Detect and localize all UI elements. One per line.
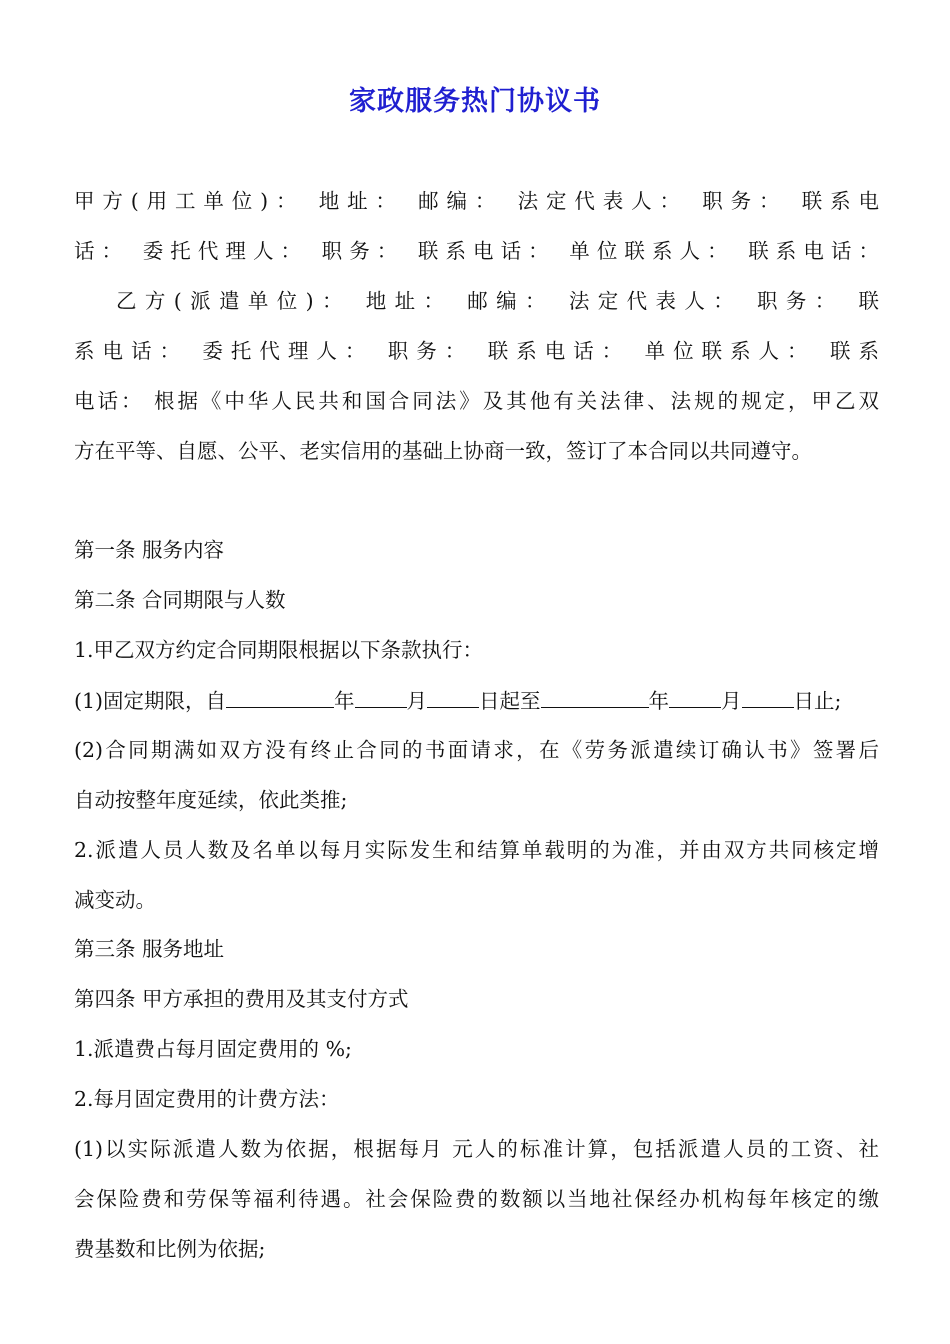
preamble-line-2: 方在平等、自愿、公平、老实信用的基础上协商一致，签订了本合同以共同遵守。 [74,439,812,463]
article-4-item-1: 1.派遣费占每月固定费用的 %; [74,1037,352,1061]
article-4-fee-line-2: 会保险费和劳保等福利待遇。社会保险费的数额以当地社保经办机构每年核定的缴 [74,1187,879,1211]
end-day-label: 日止; [793,689,842,713]
end-year-blank [541,685,649,708]
article-3-heading: 第三条 服务地址 [74,937,225,961]
article-2-item-1: 1.甲乙双方约定合同期限根据以下条款执行： [74,638,484,662]
party-b-line-1: 乙方(派遣单位)： 地址： 邮编： 法定代表人： 职务： 联 [116,289,879,313]
article-2-renewal-line-1: (2)合同期满如双方没有终止合同的书面请求，在《劳务派遣续订确认书》签署后 [74,738,879,762]
end-month-blank [669,685,721,708]
article-4-fee-line-3: 费基数和比例为依据; [74,1237,266,1261]
article-4-item-2: 2.每月固定费用的计费方法： [74,1087,340,1111]
article-2-headcount-line-1: 2.派遣人员人数及名单以每月实际发生和结算单载明的为准，并由双方共同核定增 [74,838,879,862]
start-day-label: 日起至 [479,689,541,713]
article-2-renewal-line-2: 自动按整年度延续，依此类推; [74,788,348,812]
article-2-fixed-term [74,685,879,735]
start-year-blank [226,685,334,708]
article-2-heading: 第二条 合同期限与人数 [74,588,286,612]
end-year-label: 年 [648,689,670,713]
end-day-blank [742,685,794,708]
document-title: 家政服务热门协议书 [349,86,601,117]
article-2-headcount-line-2: 减变动。 [74,888,156,912]
start-month-label: 月 [406,689,428,713]
party-a-line-2: 话： 委托代理人： 职务： 联系电话： 单位联系人： 联系电话： [74,239,879,263]
preamble-line-1: 电话： 根据《中华人民共和国合同法》及其他有关法律、法规的规定，甲乙双 [74,389,879,413]
party-b-line-2: 系电话： 委托代理人： 职务： 联系电话： 单位联系人： 联系 [74,339,879,363]
start-day-blank [427,685,479,708]
article-1-heading: 第一条 服务内容 [74,538,225,562]
article-4-heading: 第四条 甲方承担的费用及其支付方式 [74,987,409,1011]
end-month-label: 月 [721,689,742,713]
start-month-blank [355,685,407,708]
fixed-term-prefix: (1)固定期限，自 [74,689,227,713]
party-a-line-1: 甲方(用工单位)： 地址： 邮编： 法定代表人： 职务： 联系电 [74,189,879,213]
start-year-label: 年 [334,689,355,713]
article-4-fee-line-1: (1)以实际派遣人数为依据，根据每月 元人的标准计算，包括派遣人员的工资、社 [74,1137,879,1161]
